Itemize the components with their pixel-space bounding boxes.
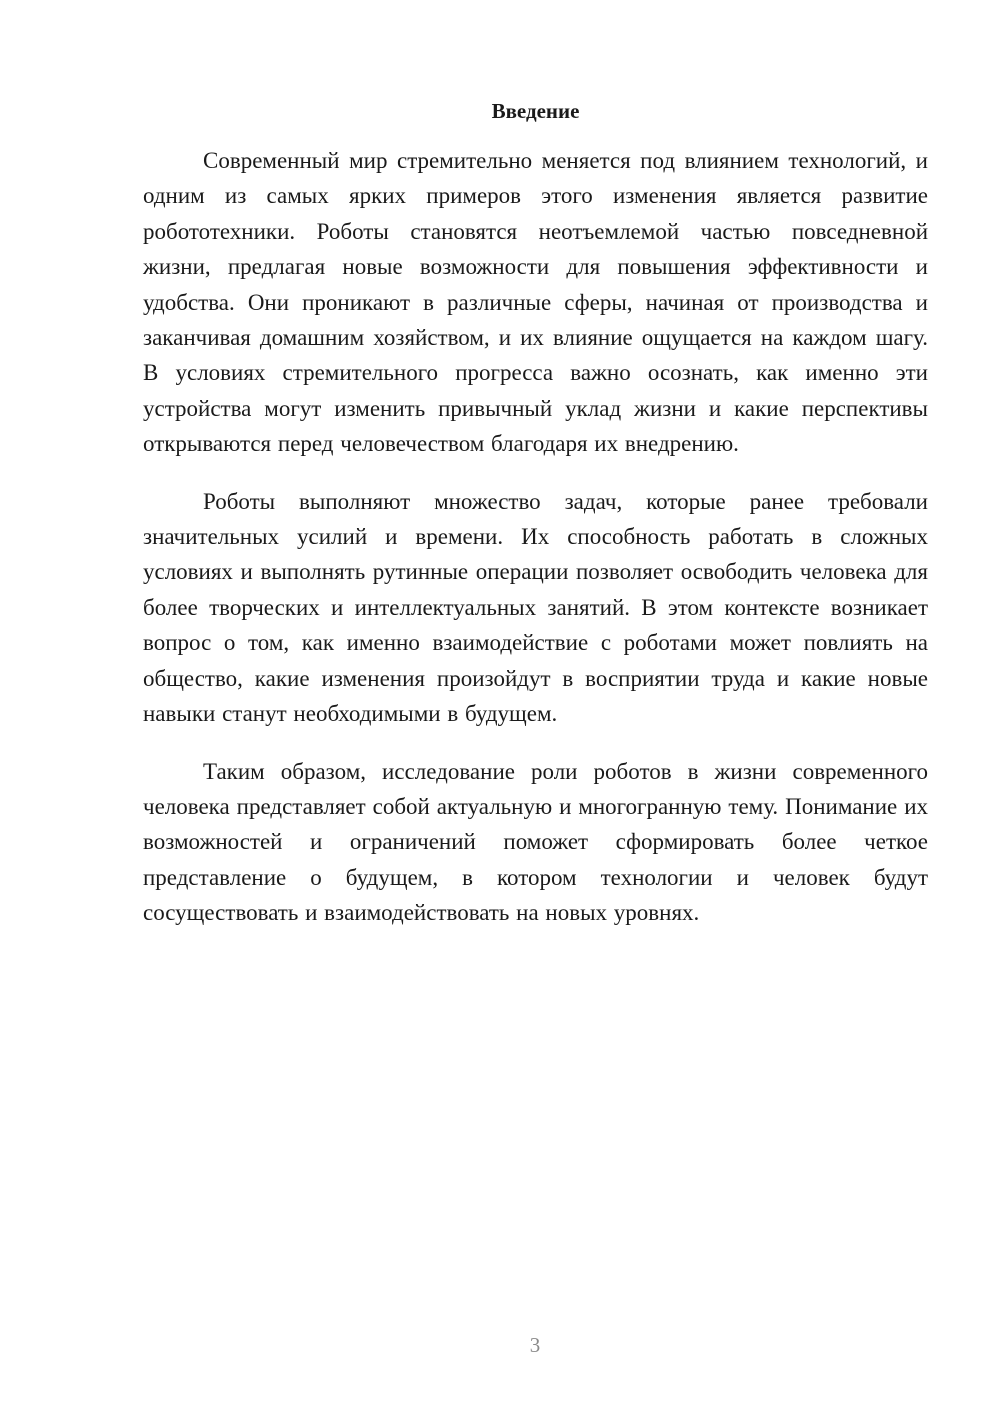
paragraph: Роботы выполняют множество задач, которые ранее требовали значительных усилий и времени. Их способность работать в сложных условиях и выполнять рутинные операции позволяет освободить человека для более творческих и интеллектуальных занятий. В этом контексте возникает вопрос о том, как именно взаимодействие с роботами может повлиять на общество, какие изменения произойдут в восприятии труда и какие новые навыки станут необходимыми в будущем. (143, 488, 928, 727)
paragraph: Современный мир стремительно меняется под влиянием технологий, и одним из самых ярких примеров этого изменения является развитие робототехники. Роботы становятся неотъемлемой частью повседневной жизни, предлагая новые возможности для повышения эффективности и удобства. Они проникают в различные сферы, начиная от производства и заканчивая домашним хозяйством, и их влияние ощущается на каждом шагу. В условиях стремительного прогресса важно осознать, как именно эти устройства могут изменить привычный уклад жизни и какие перспективы открываются перед человечеством благодаря их внедрению. (143, 148, 928, 457)
paragraph: Таким образом, исследование роли роботов в жизни современного человека представляет собой актуальную и многогранную тему. Понимание их возможностей и ограничений поможет сформировать более четкое представление о будущем, в котором технологии и человек будут сосуществовать и взаимодействовать на новых уровнях. (143, 758, 928, 926)
page-title: Введение (491, 99, 580, 123)
page-number: 3 (529, 1333, 541, 1357)
document-body (143, 143, 928, 953)
